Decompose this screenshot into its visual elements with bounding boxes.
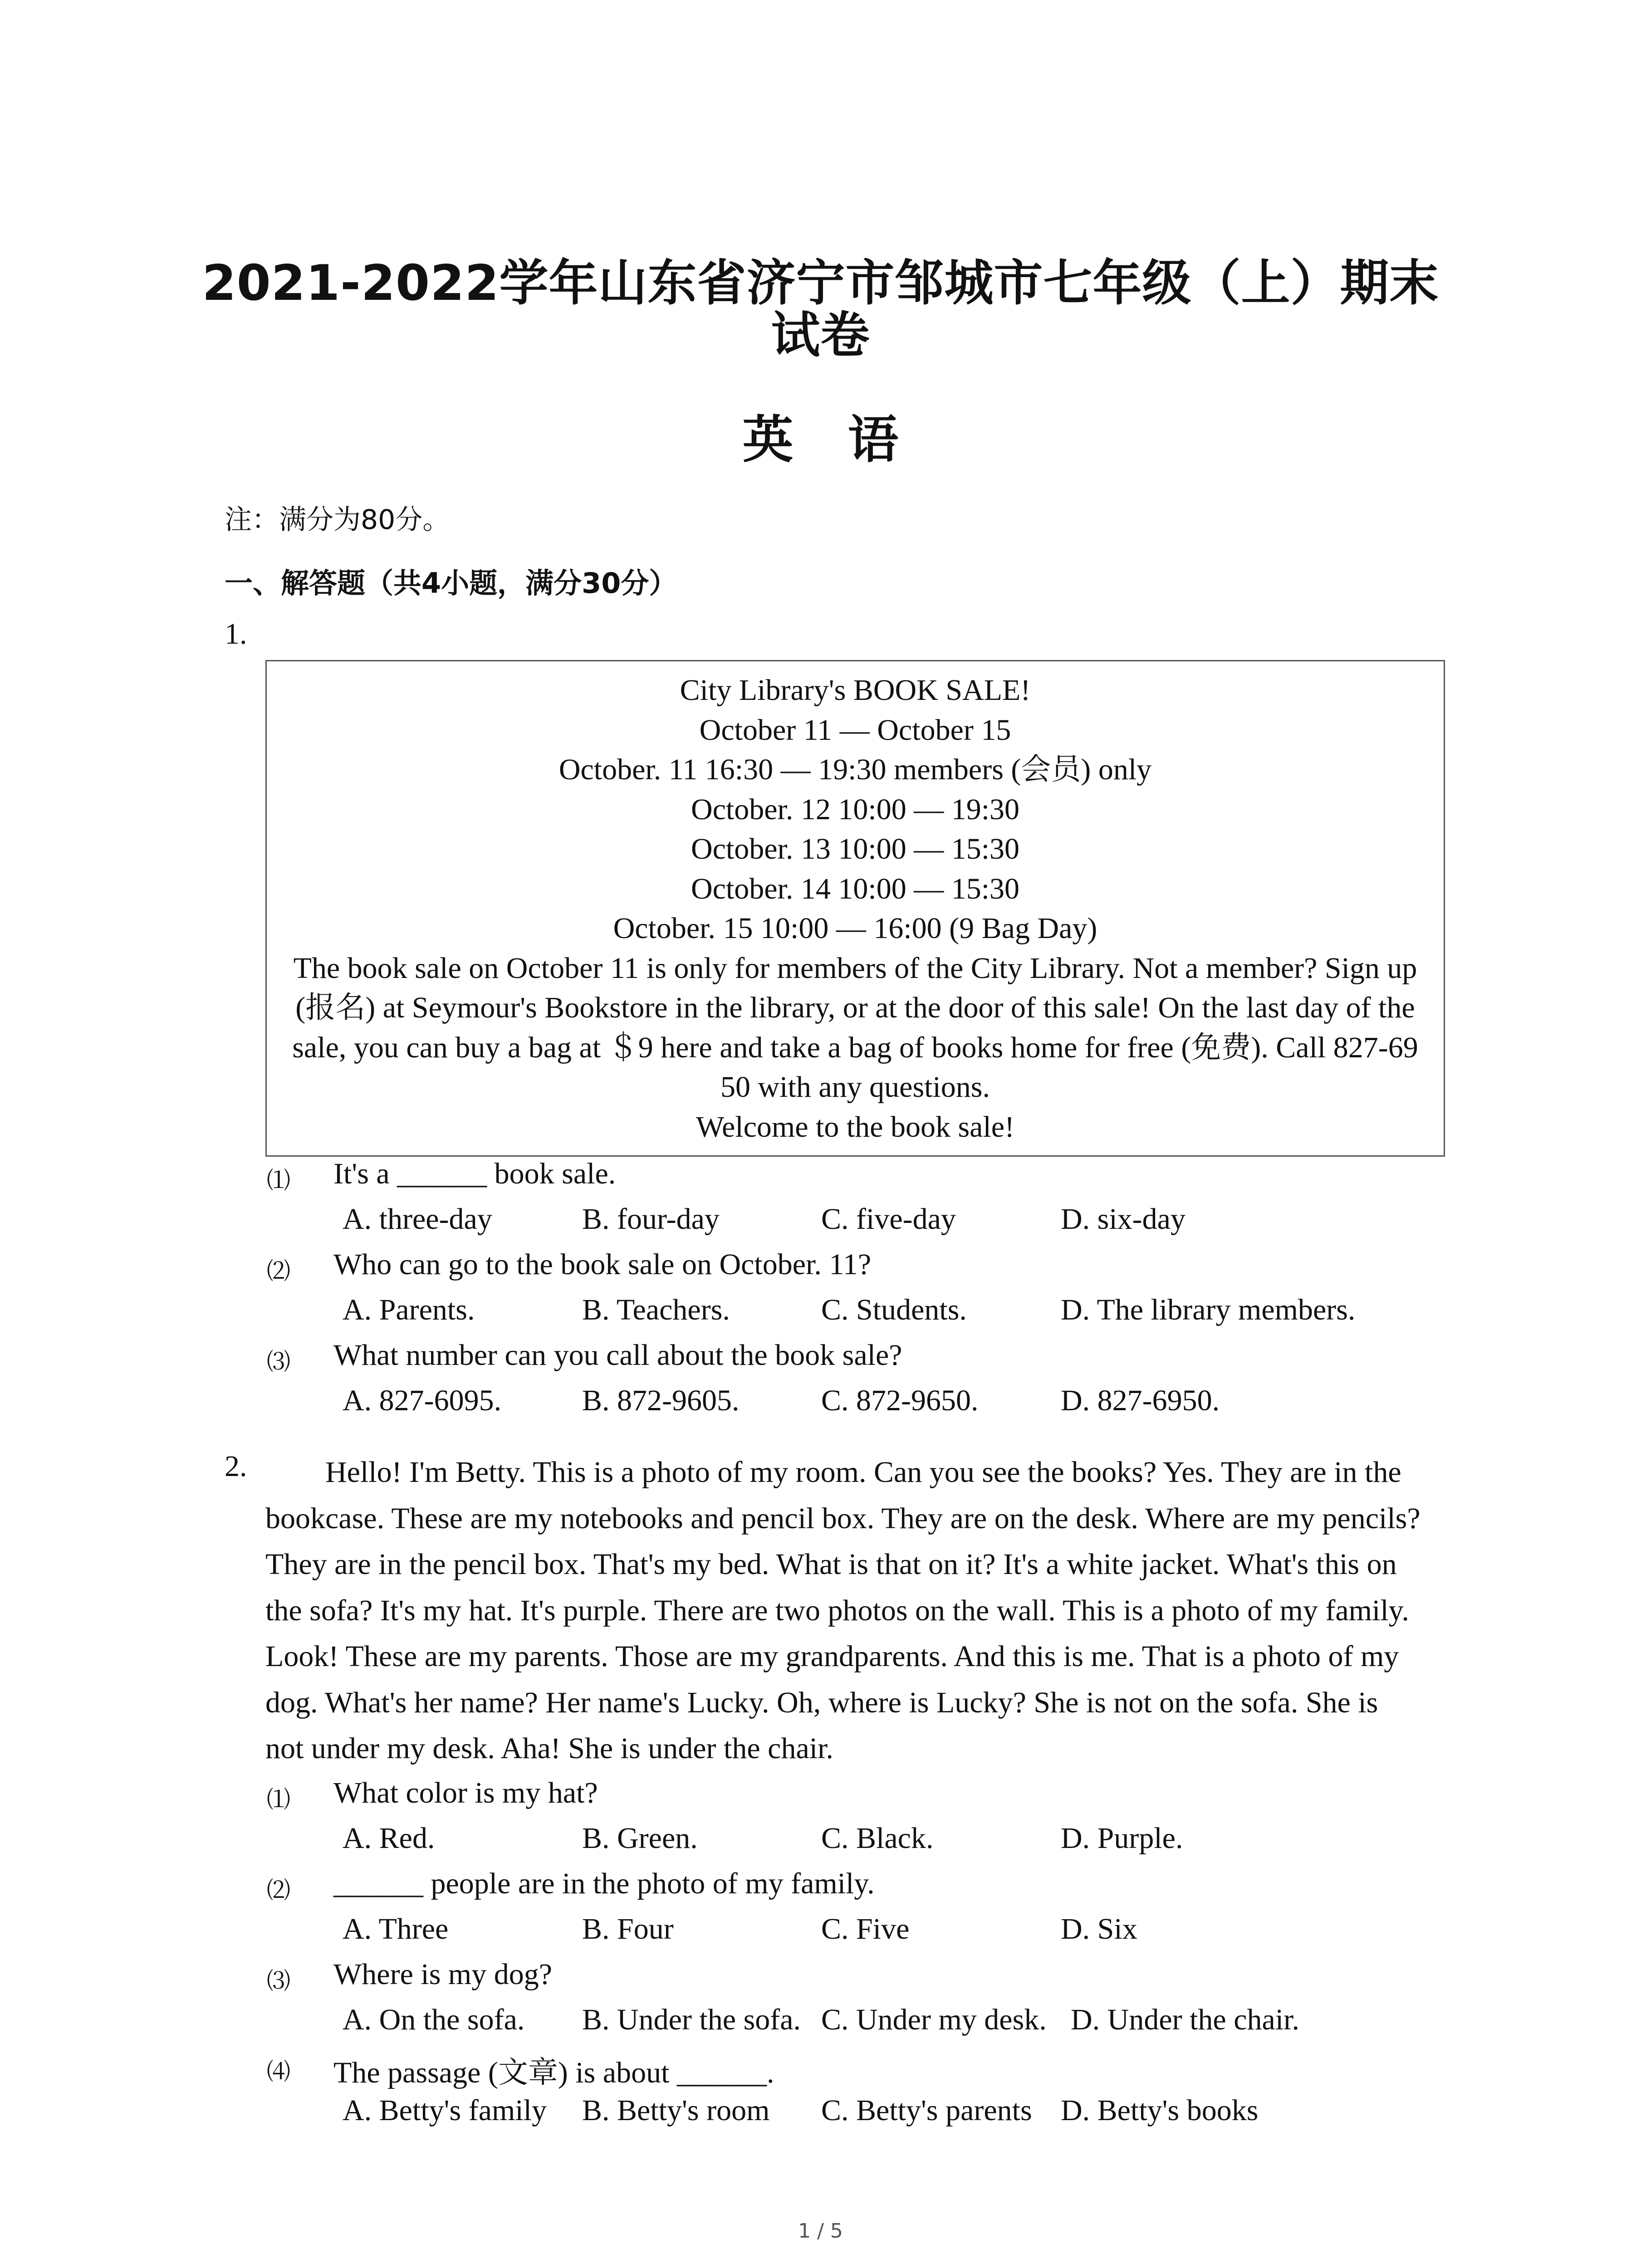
notice-line: October. 15 10:00 — 16:00 (9 Bag Day) <box>613 912 1097 945</box>
sub-question-number: ⑶ <box>267 1349 291 1376</box>
option-b: B. Betty's room <box>582 2094 770 2127</box>
option-c: C. Students. <box>821 1293 967 1326</box>
sub-question-stem: The passage (文章) is about ______. <box>333 2056 774 2089</box>
option-c: C. 872-9650. <box>821 1384 979 1417</box>
notice-line: 50 with any questions. <box>720 1070 990 1104</box>
passage-line: bookcase. These are my notebooks and pencil box. They are on the desk. Where are my pencils? <box>265 1501 1421 1535</box>
sub-question-stem: ______ people are in the photo of my family. <box>333 1867 875 1900</box>
book-sale-notice <box>265 660 1445 1157</box>
passage-line: not under my desk. Aha! She is under the chair. <box>265 1732 833 1765</box>
page-title-line-2: 试卷 <box>771 307 870 364</box>
notice-line: City Library's BOOK SALE! <box>680 674 1031 707</box>
sub-question-number: ⑴ <box>267 1167 291 1194</box>
option-d: D. Six <box>1061 1912 1137 1945</box>
option-a: A. Three <box>343 1912 449 1945</box>
option-b: B. Four <box>582 1912 674 1945</box>
score-note: 注：满分为80分。 <box>225 504 450 536</box>
option-b: B. Teachers. <box>582 1293 730 1326</box>
sub-question-number: ⑴ <box>267 1786 291 1813</box>
option-a: A. On the sofa. <box>343 2003 525 2036</box>
option-d: D. The library members. <box>1061 1293 1356 1326</box>
sub-question-number: ⑵ <box>267 1877 291 1904</box>
option-a: A. Red. <box>343 1822 435 1855</box>
option-b: B. Under the sofa. <box>582 2003 801 2036</box>
sub-question-number: ⑵ <box>267 1258 291 1285</box>
option-b: B. 872-9605. <box>582 1384 740 1417</box>
notice-line: October. 13 10:00 — 15:30 <box>691 832 1020 865</box>
option-d: D. Purple. <box>1061 1822 1183 1855</box>
sub-question-stem: What number can you call about the book sale? <box>333 1339 902 1372</box>
passage-line: Look! These are my parents. Those are my grandparents. And this is me. That is a photo of my <box>265 1640 1399 1673</box>
question-number-1: 1. <box>225 617 247 650</box>
notice-line: Welcome to the book sale! <box>696 1110 1015 1144</box>
notice-line: sale, you can buy a bag at ＄9 here and take a bag of books home for free (免费). Call 827-69 <box>292 1031 1418 1064</box>
option-c: C. Black. <box>821 1822 934 1855</box>
page-number: 1 / 5 <box>798 2219 843 2243</box>
option-a: A. Betty's family <box>343 2094 547 2127</box>
passage-line: They are in the pencil box. That's my bed. What is that on it? It's a white jacket. What's this on <box>265 1548 1397 1581</box>
option-b: B. Green. <box>582 1822 698 1855</box>
option-c: C. Five <box>821 1912 910 1945</box>
option-c: C. five-day <box>821 1202 956 1236</box>
page-title-line-1: 2021-2022学年山东省济宁市邹城市七年级（上）期末 <box>202 255 1439 312</box>
question-number-2: 2. <box>225 1450 247 1483</box>
notice-line: (报名) at Seymour's Bookstore in the library, or at the door of this sale! On the last day of the <box>295 991 1415 1024</box>
option-b: B. four-day <box>582 1202 720 1236</box>
option-c: C. Betty's parents <box>821 2094 1032 2127</box>
sub-question-number: ⑷ <box>267 2058 291 2086</box>
subject-heading: 英语 <box>742 410 953 469</box>
sub-question-stem: What color is my hat? <box>333 1776 598 1809</box>
option-d: D. Betty's books <box>1061 2094 1259 2127</box>
passage-line: dog. What's her name? Her name's Lucky. Oh, where is Lucky? She is not on the sofa. She is <box>265 1686 1378 1719</box>
passage-line: the sofa? It's my hat. It's purple. There are two photos on the wall. This is a photo of my family. <box>265 1593 1409 1627</box>
option-a: A. Parents. <box>343 1293 475 1326</box>
option-a: A. three-day <box>343 1202 492 1236</box>
notice-line: October. 11 16:30 — 19:30 members (会员) only <box>558 753 1152 786</box>
passage-line: Hello! I'm Betty. This is a photo of my room. Can you see the books? Yes. They are in the <box>325 1456 1401 1489</box>
sub-question-number: ⑶ <box>267 1968 291 1995</box>
notice-line: October. 14 10:00 — 15:30 <box>691 872 1020 905</box>
sub-question-stem: It's a ______ book sale. <box>333 1157 616 1190</box>
reading-passage <box>265 1449 1450 1772</box>
section-heading: 一、解答题（共4小题，满分30分） <box>225 567 677 600</box>
notice-line: The book sale on October 11 is only for members of the City Library. Not a member? Sign up <box>293 951 1417 985</box>
sub-question-stem: Where is my dog? <box>333 1958 553 1991</box>
sub-question-stem: Who can go to the book sale on October. 11? <box>333 1248 872 1281</box>
option-d: D. 827-6950. <box>1061 1384 1220 1417</box>
option-d: D. Under the chair. <box>1071 2003 1299 2036</box>
option-d: D. six-day <box>1061 1202 1185 1236</box>
option-a: A. 827-6095. <box>343 1384 502 1417</box>
notice-line: October. 12 10:00 — 19:30 <box>691 792 1020 826</box>
option-c: C. Under my desk. <box>821 2003 1047 2036</box>
notice-line: October 11 — October 15 <box>699 713 1011 747</box>
